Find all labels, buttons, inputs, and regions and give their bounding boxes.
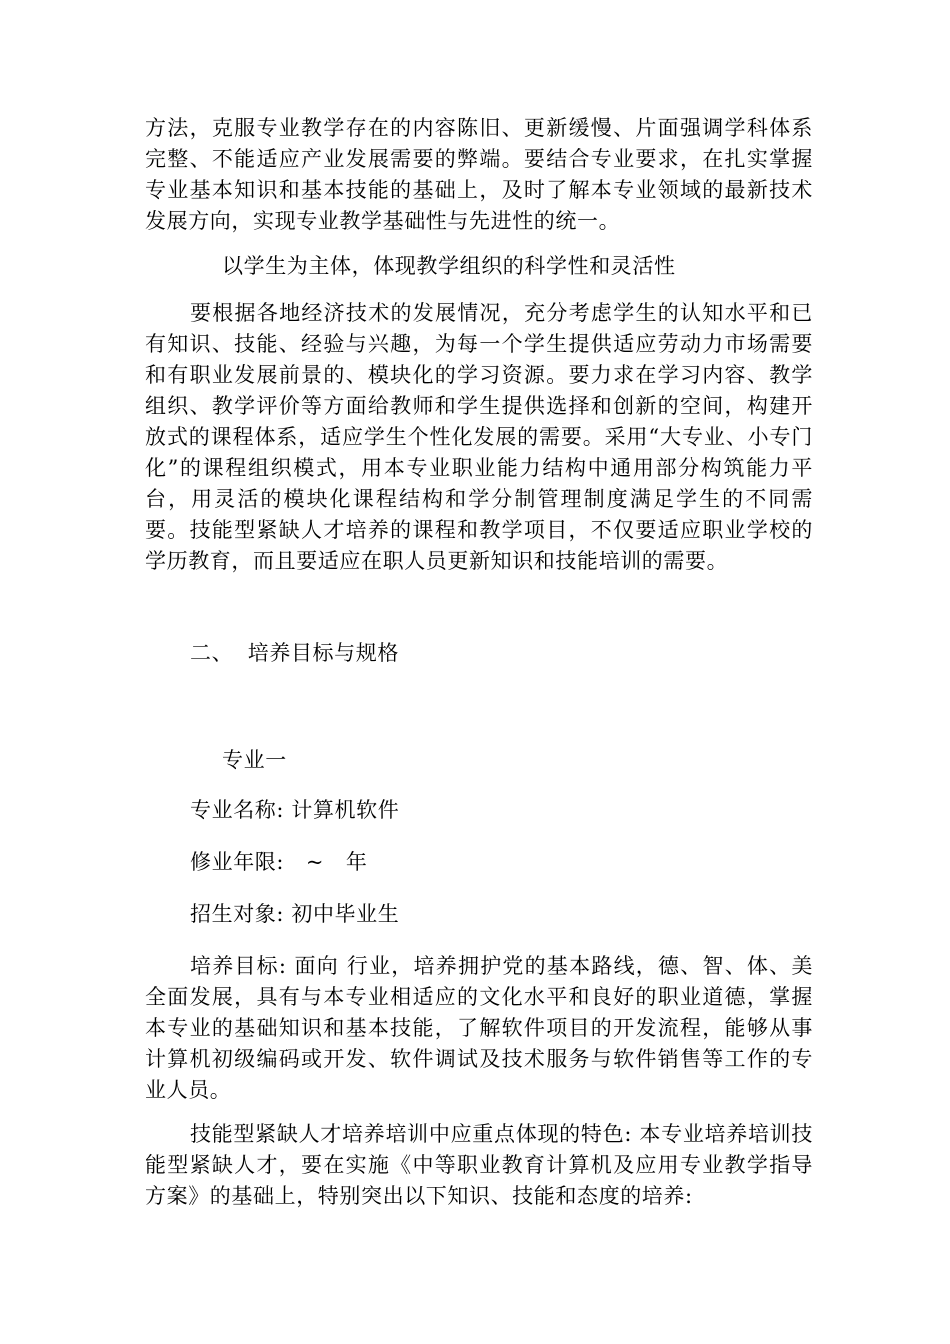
paragraph-skill-features: 技能型紧缺人才培养培训中应重点体现的特色: 本专业培养培训技能型紧缺人才，要在实施《中等职业教育计算机及应用专业教学指导方案》的基础上，特别突出以下知识、技能和态度的培养: [145,1122,813,1208]
paragraph-training-objective: 培养目标: 面向 行业，培养拥护党的基本路线，德、智、体、美全面发展，具有与本专业相适应的文化水平和良好的职业道德，掌握本专业的基础知识和基本技能，了解软件项目的开发流程，能够从事计算机初级编码或开发、软件调试及技术服务与软件销售等工作的专业人员。 [145,954,813,1102]
enrollment-field: 招生对象: 初中毕业生 [190,902,400,926]
major-one-label: 专业一 [222,748,287,772]
paragraph-curriculum-structure: 要根据各地经济技术的发展情况，充分考虑学生的认知水平和已有知识、技能、经验与兴趣，为每一个学生提供适应劳动力市场需要和有职业发展前景的、模块化的学习资源。要力求在学习内容、教学组织、教学评价等方面给教师和学生提供选择和创新的空间，构建开放式的课程体系，适应学生个性化发展的需要。采用“大专业、小专门化”的课程组织模式，用本专业职业能力结构中通用部分构筑能力平台，用灵活的模块化课程结构和学分制管理制度满足学生的不同需要。技能型紧缺人才培养的课程和教学项目，不仅要适应职业学校的学历教育，而且要适应在职人员更新知识和技能培训的需要。 [145,301,813,573]
paragraph-teaching-content: 方法，克服专业教学存在的内容陈旧、更新缓慢、片面强调学科体系完整、不能适应产业发展需要的弊端。要结合专业要求，在扎实掌握专业基本知识和基本技能的基础上，及时了解本专业领域的最新技术发展方向，实现专业教学基础性与先进性的统一。 [145,116,813,233]
section-heading-training-goals: 二、 培养目标与规格 [190,641,399,665]
major-name-field: 专业名称: 计算机软件 [190,798,400,822]
heading-student-centered: 以学生为主体，体现教学组织的科学性和灵活性 [222,254,676,278]
study-years-field: 修业年限: ~ 年 [190,850,368,874]
